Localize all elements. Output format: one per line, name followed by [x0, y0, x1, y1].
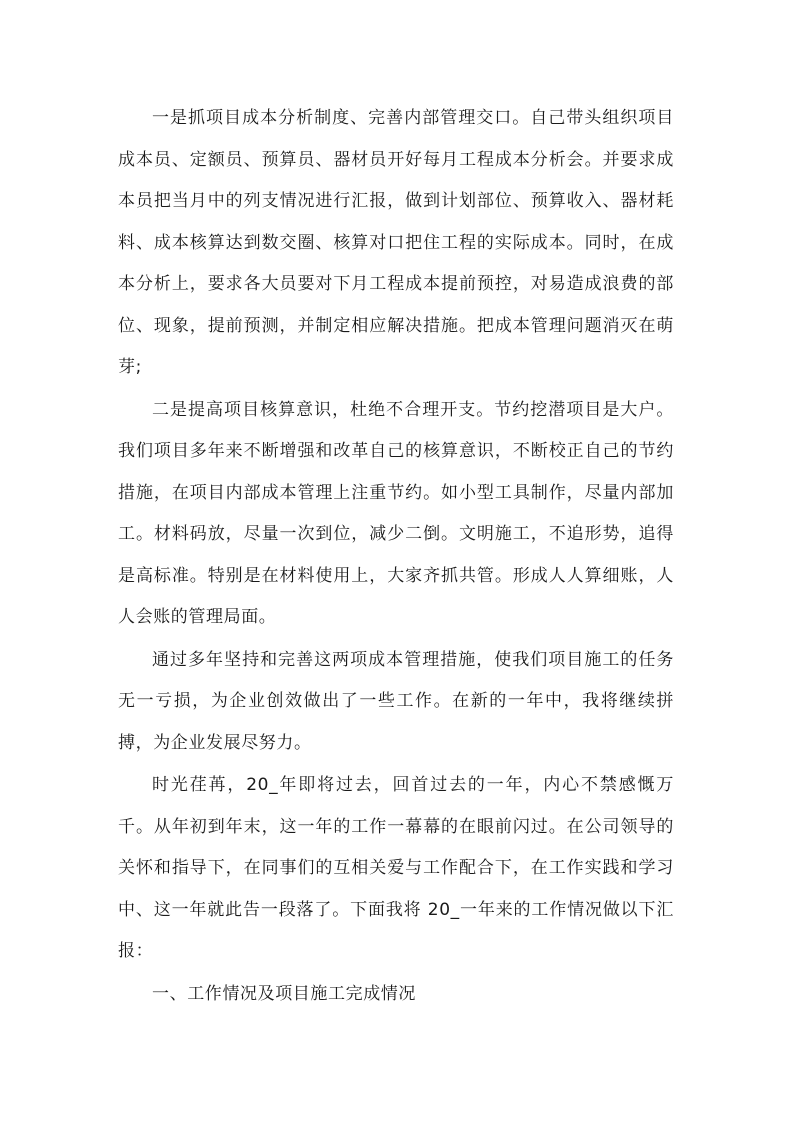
paragraph-results: 通过多年坚持和完善这两项成本管理措施，使我们项目施工的任务无一亏损，为企业创效做出了一些工作。在新的一年中，我将继续拼搏，为企业发展尽努力。	[118, 649, 674, 753]
paragraph-accounting-awareness: 二是提高项目核算意识，杜绝不合理开支。节约挖潜项目是大户。我们项目多年来不断增强和改革自己的核算意识，不断校正自己的节约措施，在项目内部成本管理上注重节约。如小型工具制作，尽量内部加工。材料码放，尽量一次到位，减少二倒。文明施工，不追形势，追得是高标准。特别是在材料使用上，大家齐抓共管。形成人人算细账，人人会账的管理局面。	[118, 399, 674, 627]
paragraph-cost-analysis: 一是抓项目成本分析制度、完善内部管理交口。自己带头组织项目成本员、定额员、预算员、器材员开好每月工程成本分析会。并要求成本员把当月中的列支情况进行汇报，做到计划部位、预算收入、器材耗料、成本核算达到数交圈、核算对口把住工程的实际成本。同时，在成本分析上，要求各大员要对下月工程成本提前预控，对易造成浪费的部位、现象，提前预测，并制定相应解决措施。把成本管理问题消灭在萌芽;	[118, 108, 674, 377]
document-body	[118, 98, 674, 1016]
section-heading-work-status: 一、工作情况及项目施工完成情况	[152, 983, 416, 1004]
paragraph-year-review: 时光荏苒，20_年即将过去，回首过去的一年，内心不禁感慨万千。从年初到年末，这一年的工作一幕幕的在眼前闪过。在公司领导的关怀和指导下，在同事们的互相关爱与工作配合下，在工作实践和学习中、这一年就此告一段落了。下面我将 20_一年来的工作情况做以下汇报：	[118, 775, 674, 961]
